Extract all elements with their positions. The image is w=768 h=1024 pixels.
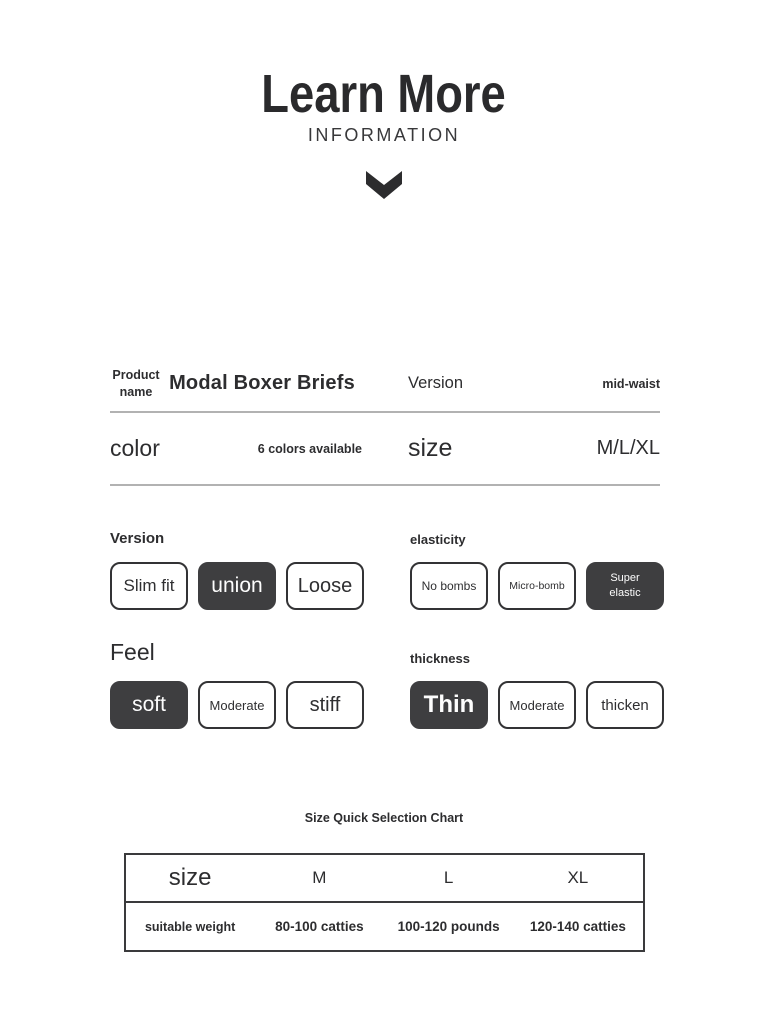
color-label: color bbox=[110, 435, 160, 461]
size-table-header-size: size bbox=[168, 864, 212, 891]
spec-color bbox=[110, 413, 362, 484]
version-slim-fit-button[interactable]: Slim fit bbox=[110, 562, 188, 610]
weight-m-value: 80-100 catties bbox=[275, 919, 364, 934]
version-label: Version bbox=[408, 374, 464, 392]
product-name-value: Modal Boxer Briefs bbox=[169, 372, 355, 394]
page-title: Learn More bbox=[261, 64, 507, 124]
weight-l-value: 100-120 pounds bbox=[397, 919, 500, 934]
thickness-buttons bbox=[410, 681, 664, 729]
thickness-thin-button[interactable]: Thin bbox=[410, 681, 488, 729]
super-elastic-label: Super elastic bbox=[609, 572, 641, 599]
elasticity-no-bombs-button[interactable]: No bombs bbox=[410, 562, 488, 610]
option-group-thickness bbox=[410, 639, 664, 729]
feel-stiff-button[interactable]: stiff bbox=[286, 681, 364, 729]
size-table bbox=[124, 853, 645, 952]
header bbox=[0, 66, 768, 199]
version-union-button[interactable]: union bbox=[198, 562, 276, 610]
spec-row-product bbox=[110, 356, 660, 413]
version-value: mid-waist bbox=[602, 376, 660, 391]
feel-moderate-button[interactable]: Moderate bbox=[198, 681, 276, 729]
spec-row-color-size bbox=[110, 413, 660, 486]
color-value: 6 colors available bbox=[257, 441, 362, 456]
thickness-moderate-button[interactable]: Moderate bbox=[498, 681, 576, 729]
elasticity-micro-bomb-button[interactable]: Micro-bomb bbox=[498, 562, 576, 610]
version-group-label: Version bbox=[110, 530, 165, 547]
elasticity-super-elastic-button[interactable] bbox=[586, 562, 664, 610]
version-buttons bbox=[110, 562, 364, 610]
chevron-down-icon bbox=[0, 171, 768, 199]
suitable-weight-label: suitable weight bbox=[144, 919, 236, 934]
thickness-group-label: thickness bbox=[410, 651, 470, 666]
version-loose-button[interactable]: Loose bbox=[286, 562, 364, 610]
size-table-header-l: L bbox=[443, 868, 454, 887]
size-table-header-row bbox=[126, 855, 643, 901]
thickness-thicken-button[interactable]: thicken bbox=[586, 681, 664, 729]
size-chart-section bbox=[0, 811, 768, 952]
spec-section bbox=[110, 356, 660, 486]
spec-product-name bbox=[110, 356, 362, 411]
weight-xl-value: 120-140 catties bbox=[529, 919, 626, 934]
option-group-version bbox=[110, 520, 364, 610]
option-group-feel bbox=[110, 639, 364, 729]
options-section bbox=[110, 520, 664, 729]
elasticity-buttons bbox=[410, 562, 664, 610]
page-subtitle: INFORMATION bbox=[307, 124, 461, 145]
size-value: M/L/XL bbox=[596, 437, 660, 459]
elasticity-group-label: elasticity bbox=[410, 532, 466, 547]
product-name-label: Product name bbox=[112, 367, 160, 399]
feel-soft-button[interactable]: soft bbox=[110, 681, 188, 729]
size-table-header-m: M bbox=[312, 868, 327, 887]
spec-version bbox=[408, 356, 660, 411]
feel-group-label: Feel bbox=[110, 639, 155, 665]
spec-size bbox=[408, 413, 660, 484]
feel-buttons bbox=[110, 681, 364, 729]
option-group-elasticity bbox=[410, 520, 664, 610]
size-table-header-xl: XL bbox=[567, 868, 589, 887]
size-label: size bbox=[408, 434, 453, 462]
size-table-weight-row bbox=[126, 901, 643, 950]
size-chart-title: Size Quick Selection Chart bbox=[304, 811, 464, 825]
